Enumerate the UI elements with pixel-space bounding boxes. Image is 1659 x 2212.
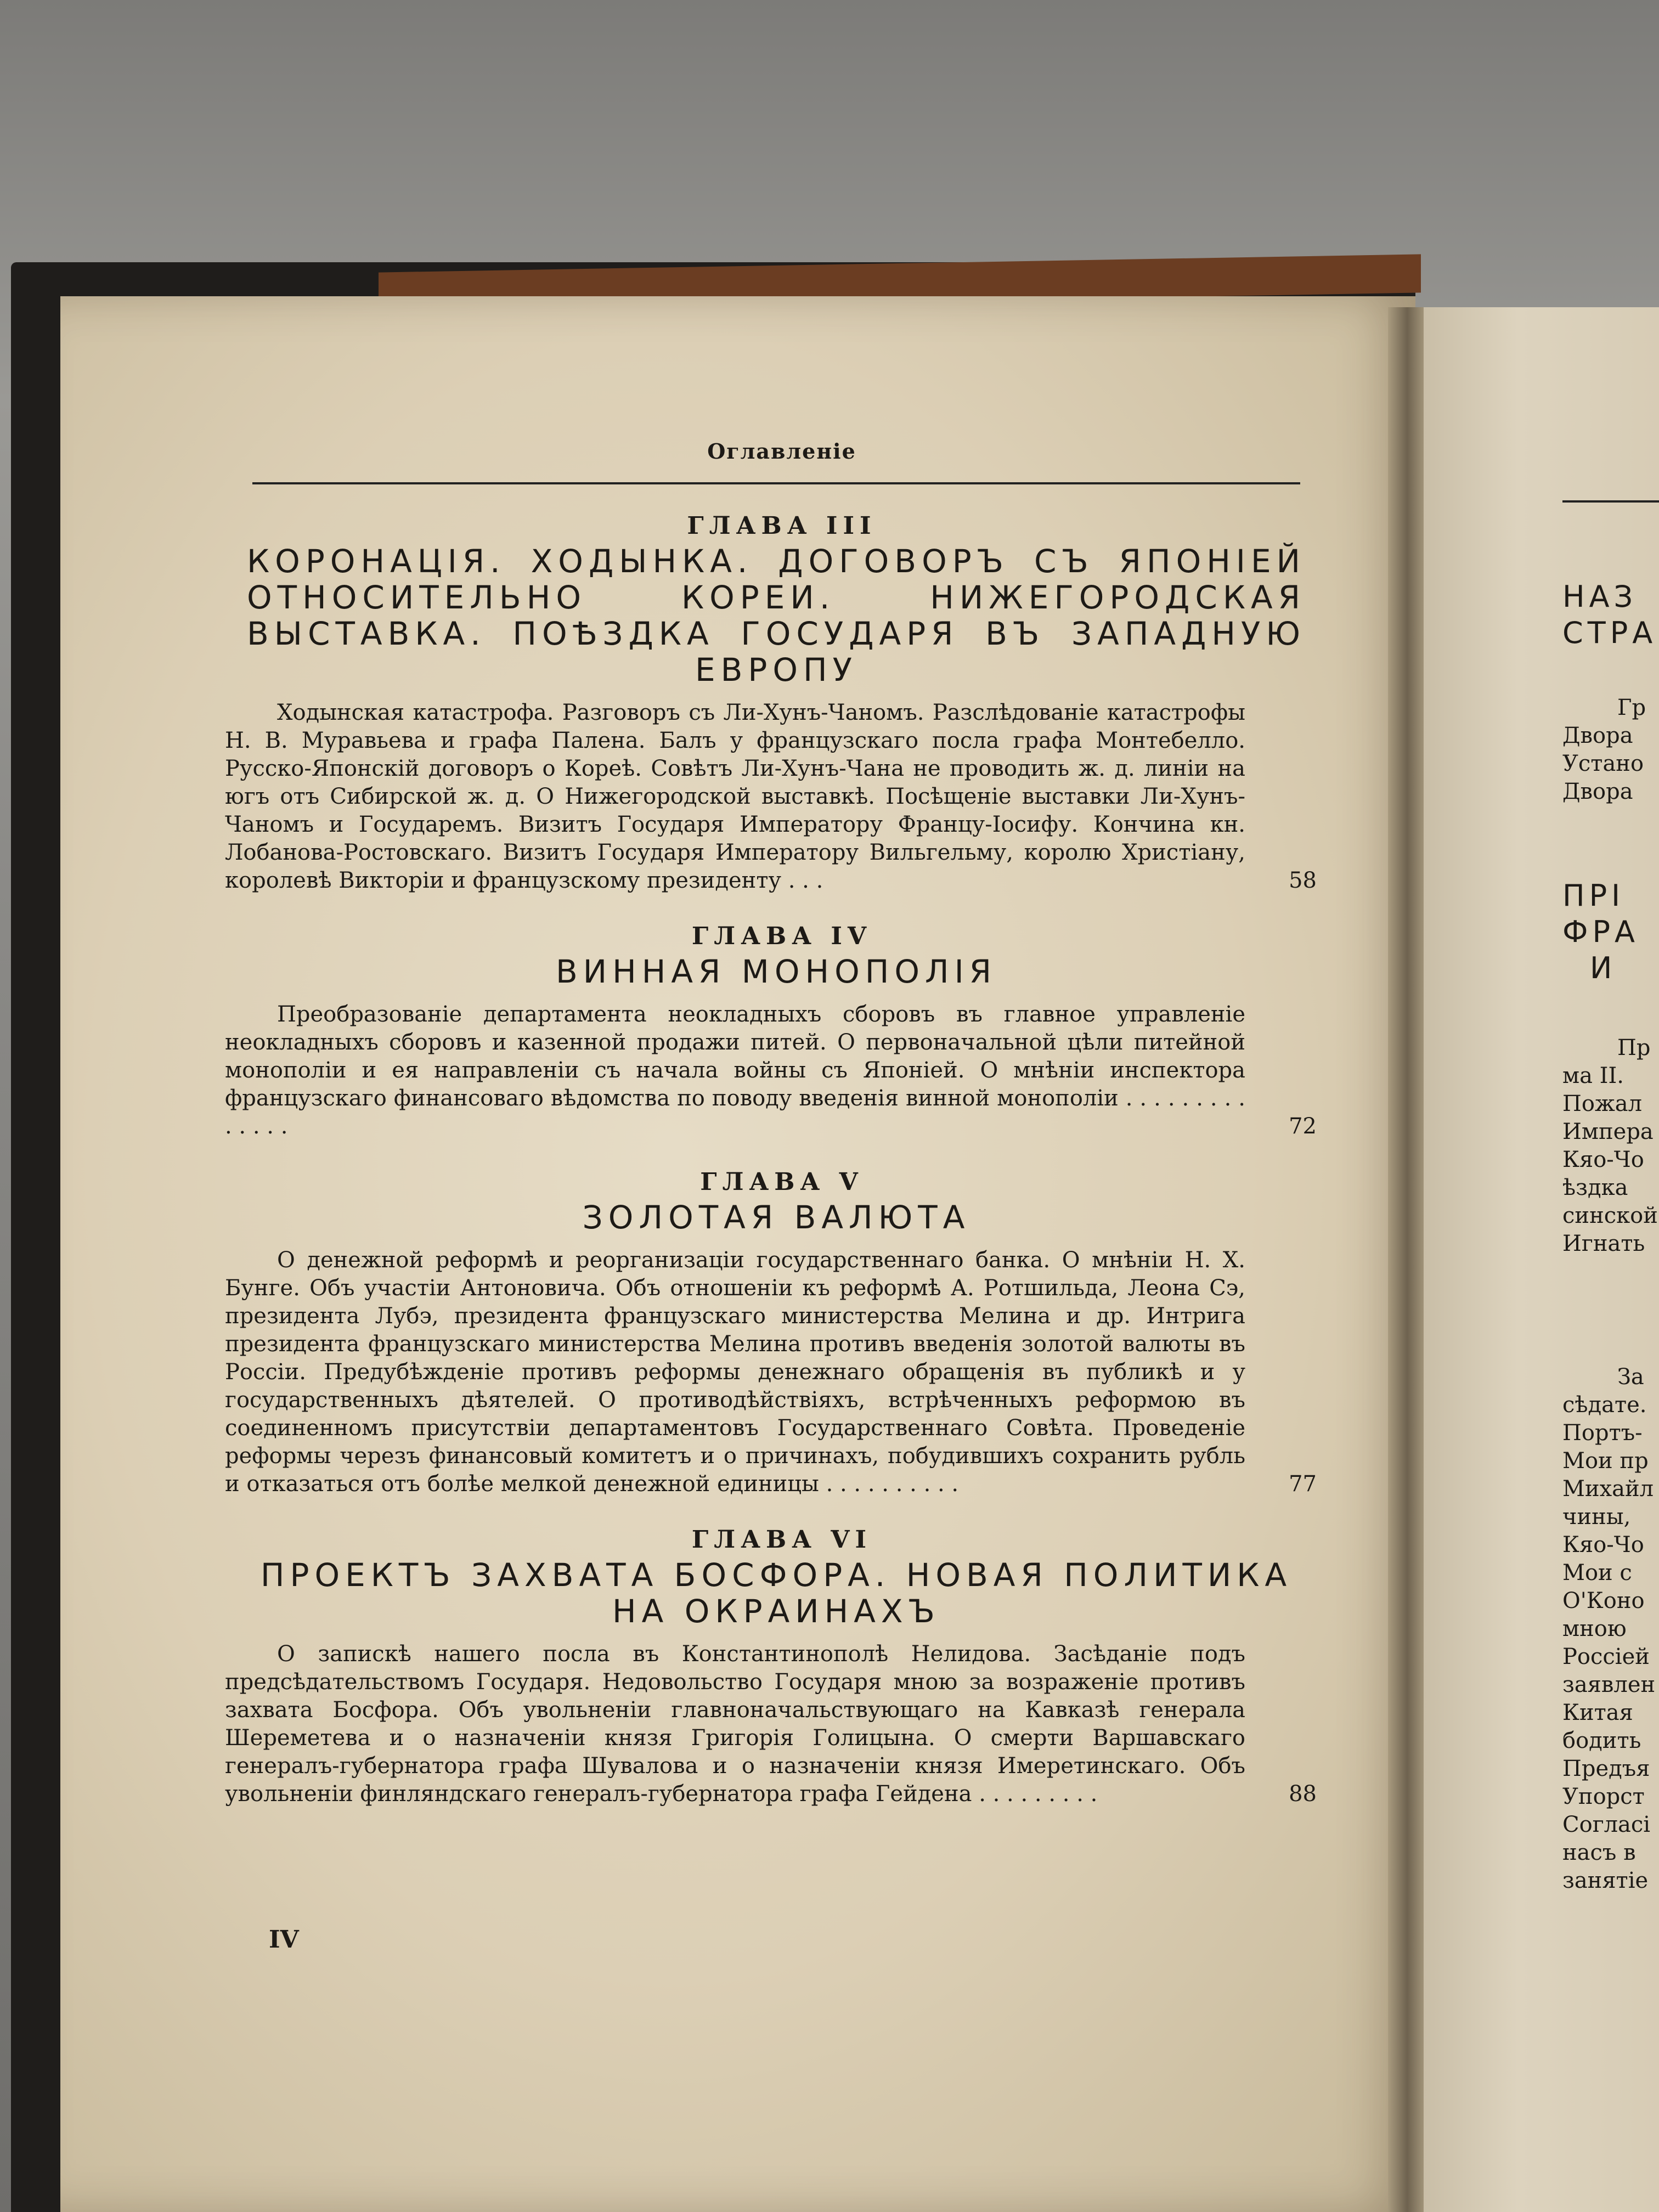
- right-line: ма II.: [1562, 1063, 1624, 1088]
- chapter-label: ГЛАВА VI: [691, 1526, 872, 1554]
- chapter-label: ГЛАВА V: [700, 1168, 864, 1196]
- summary-text: Ходынская катастрофа. Разговоръ съ Ли-Хунъ-Чаномъ. Разслѣдованіе катастрофы Н. В. Муравьева и графа Палена. Балъ у французскаго посла графа Монтебелло. Русско-Японскій договоръ о Кореѣ. Совѣтъ Ли-Хунъ-Чана не проводить ж. д. линіи на югъ отъ Сибирской ж. д. О Нижегородской выставкѣ. Посѣщеніе выставки Ли-Хунъ-Чаномъ и Государемъ. Визитъ Государя Императору Францу-Іосифу. Кончина кн. Лобанова-Ростовскаго. Визитъ Государя Императору Вильгельму, королю Христіану, королевѣ Викторіи и французскому президенту . . .: [225, 700, 1245, 893]
- right-line: Портъ-: [1562, 1420, 1643, 1446]
- right-line: бодить: [1562, 1728, 1641, 1753]
- right-line: Импера: [1562, 1119, 1654, 1144]
- running-head: Оглавленіе: [707, 439, 856, 464]
- right-line: Михайл: [1562, 1476, 1654, 1502]
- chapter-title: ВИННАЯ МОНОПОЛІЯ: [555, 953, 997, 990]
- chapter-label: ГЛАВА III: [687, 512, 877, 540]
- chapter-summary: [225, 1001, 1317, 1141]
- summary-text: О денежной реформѣ и реорганизаціи государственнаго банка. О мнѣніи Н. Х. Бунге. Объ участіи Антоновича. Объ отношеніи къ реформѣ А. Ротшильда, Леона Сэ, президента Лубэ, президента французскаго министерства Мелина и др. Интрига президента французскаго министерства Мелина противъ введенія золотой валюты въ Россіи. Предубѣжденіе противъ реформы денежнаго обращенія въ публикѣ и у государственныхъ дѣятелей. О противодѣйствіяхъ, встрѣченныхъ реформою въ соединенномъ присутствіи департаментовъ Государственнаго Совѣта. Проведеніе реформы черезъ финансовый комитетъ и о причинахъ, побудившихъ сохранить рубль и отказаться отъ болѣе мелкой денежной единицы . . . . . . . . . .: [225, 1248, 1245, 1497]
- right-line: ѣздка: [1562, 1175, 1628, 1200]
- chapter-3: [225, 512, 1317, 895]
- chapter-summary: [225, 699, 1317, 895]
- right-line: За: [1617, 1364, 1644, 1390]
- right-line: Предъя: [1562, 1756, 1650, 1781]
- chapter-label: ГЛАВА IV: [691, 922, 872, 950]
- right-line: Мои пр: [1562, 1448, 1649, 1474]
- right-line: мною: [1562, 1616, 1627, 1641]
- right-line: сѣдате.: [1562, 1392, 1647, 1418]
- right-line: заявлен: [1562, 1672, 1656, 1697]
- right-line: занятіе: [1562, 1868, 1649, 1893]
- right-page-block-3: [1562, 1363, 1655, 1895]
- page-folio: IV: [269, 1926, 299, 1954]
- right-line: Кяо-Чо: [1562, 1147, 1644, 1172]
- toc-content: [225, 439, 1317, 1808]
- right-title-line: СТРА: [1562, 616, 1657, 650]
- page-number: 72: [1289, 1114, 1317, 1139]
- right-line: Игнать: [1562, 1231, 1645, 1256]
- right-line: Россіей: [1562, 1644, 1650, 1669]
- book-gutter: [1388, 307, 1426, 2212]
- right-line: синской: [1562, 1203, 1658, 1228]
- right-line: Пр: [1617, 1035, 1651, 1060]
- right-line: Мои с: [1562, 1560, 1632, 1585]
- right-line: Гр: [1617, 695, 1646, 720]
- summary-text: Преобразованіе департамента неокладныхъ сборовъ въ главное управленіе неокладныхъ сборовъ и казенной продажи питей. О первоначальной цѣли питейной монополіи и ея направленіи съ начала войны съ Японіей. О мнѣніи инспектора французскаго финансоваго вѣдомства по поводу введенія винной монополіи . . . . . . . . . . . . . .: [225, 1002, 1245, 1139]
- chapter-title: КОРОНАЦІЯ. ХОДЫНКА. ДОГОВОРЪ СЪ ЯПОНІЕЙ ОТНОСИТЕЛЬНО КОРЕИ. НИЖЕГОРОДСКАЯ ВЫСТАВКА. ПОѢЗДКА ГОСУДАРЯ ВЪ ЗАПАДНУЮ ЕВРОПУ: [247, 543, 1306, 689]
- right-line: Пожал: [1562, 1091, 1643, 1116]
- chapter-5: [225, 1168, 1317, 1498]
- page-number: 88: [1289, 1781, 1317, 1807]
- right-page-block-2: [1562, 1034, 1658, 1258]
- right-title-line: ФРА: [1562, 915, 1639, 949]
- right-line: насъ в: [1562, 1840, 1636, 1865]
- right-page-title-2: [1562, 878, 1639, 986]
- right-title-line: ПРІ: [1562, 878, 1625, 913]
- page-number: 77: [1289, 1471, 1317, 1497]
- right-line: Кяо-Чо: [1562, 1532, 1644, 1558]
- chapter-title: ЗОЛОТАЯ ВАЛЮТА: [582, 1199, 970, 1236]
- right-line: Двора: [1562, 779, 1633, 804]
- chapter-6: [225, 1526, 1317, 1808]
- right-line: О'Коно: [1562, 1588, 1645, 1613]
- right-line: Устано: [1562, 751, 1644, 776]
- right-title-line: НАЗ: [1562, 579, 1638, 614]
- page-number: 58: [1289, 868, 1317, 893]
- summary-text: О запискѣ нашего посла въ Константинополѣ Нелидова. Засѣданіе подъ предсѣдательствомъ Государя. Недовольство Государя мною за возраженіе противъ захвата Босфора. Объ увольненіи главноначальствующаго на Кавказѣ генерала Шереметева и о назначеніи князя Григорія Голицына. О смерти Варшавскаго генералъ-губернатора графа Шувалова и о назначеніи князя Имеретинскаго. Объ увольненіи финляндскаго генералъ-губернатора графа Гейдена . . . . . . . . .: [225, 1641, 1245, 1807]
- chapter-4: [225, 922, 1317, 1141]
- right-page-block-1: [1562, 694, 1646, 806]
- right-page-title: [1562, 579, 1657, 651]
- right-line: Упорст: [1562, 1784, 1645, 1809]
- right-title-line: И: [1590, 951, 1617, 985]
- chapter-summary: [225, 1246, 1317, 1498]
- header-rule: [252, 482, 1300, 484]
- right-line: Двора: [1562, 723, 1633, 748]
- right-line: чины,: [1562, 1504, 1631, 1530]
- chapter-summary: [225, 1640, 1317, 1808]
- right-line: Китая: [1562, 1700, 1633, 1725]
- right-line: Согласі: [1562, 1812, 1651, 1837]
- right-page-rule: [1562, 500, 1659, 503]
- chapter-title: ПРОЕКТЪ ЗАХВАТА БОСФОРА. НОВАЯ ПОЛИТИКА НА ОКРАИНАХЪ: [260, 1556, 1293, 1630]
